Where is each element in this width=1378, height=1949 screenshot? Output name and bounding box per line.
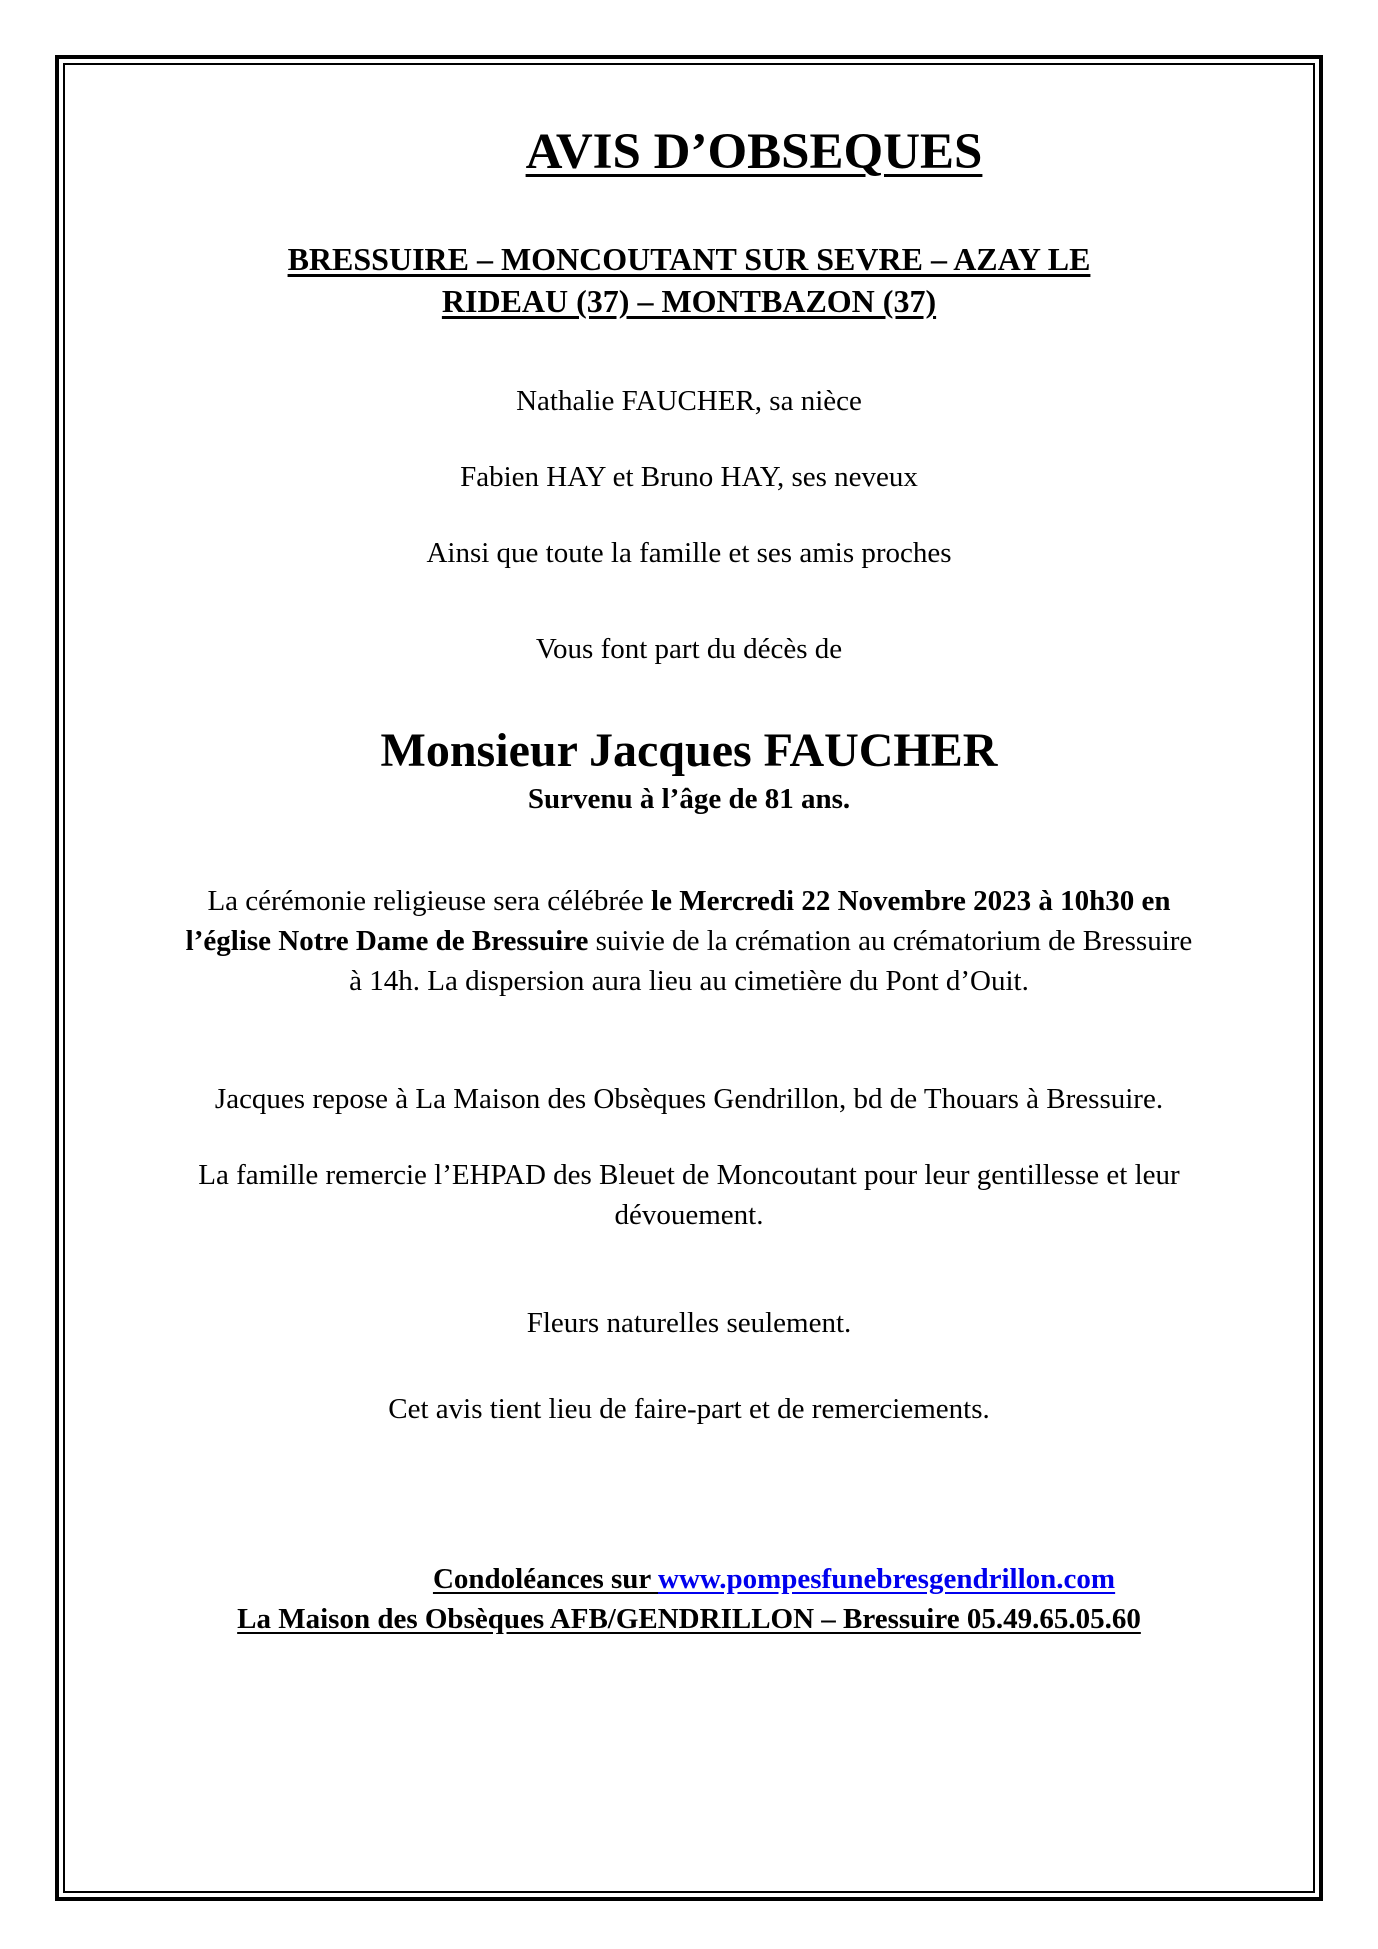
ceremony-line-3: à 14h. La dispersion aura lieu au cimetière du Pont d’Ouit.: [349, 965, 1029, 997]
notice-note: Cet avis tient lieu de faire-part et de remerciements.: [388, 1393, 990, 1425]
family-niece: Nathalie FAUCHER, sa nièce: [516, 385, 862, 417]
locations-line-1: BRESSUIRE – MONCOUTANT SUR SEVRE – AZAY LE: [287, 241, 1091, 277]
funeral-notice: [63, 63, 1315, 1893]
condolences-link[interactable]: www.pompesfunebresgendrillon.com: [658, 1563, 1116, 1595]
ceremony-intro: La cérémonie religieuse sera célébrée: [207, 885, 652, 917]
deceased-age: Survenu à l’âge de 81 ans.: [527, 783, 851, 815]
locations-line-2: RIDEAU (37) – MONTBAZON (37): [441, 283, 937, 319]
ceremony-cremation: suivie de la crémation au crématorium de Bressuire: [588, 925, 1193, 957]
family-others: Ainsi que toute la famille et ses amis proches: [426, 537, 952, 569]
deceased-name: Monsieur Jacques FAUCHER: [380, 724, 998, 777]
rest-place: Jacques repose à La Maison des Obsèques Gendrillon, bd de Thouars à Bressuire.: [214, 1083, 1164, 1115]
thanks-line-1: La famille remercie l’EHPAD des Bleuet de Moncoutant pour leur gentillesse et leur: [198, 1159, 1180, 1191]
announcement-intro: Vous font part du décès de: [535, 633, 843, 665]
condolences-line: [63, 1563, 1315, 1596]
ceremony-place: l’église Notre Dame de Bressuire: [185, 925, 589, 957]
family-nephews: Fabien HAY et Bruno HAY, ses neveux: [460, 461, 918, 493]
ceremony-line-2: [63, 925, 1315, 958]
ceremony-date-time: le Mercredi 22 Novembre 2023 à 10h30 en: [651, 885, 1171, 917]
flowers-note: Fleurs naturelles seulement.: [526, 1307, 852, 1339]
thanks-line-2: dévouement.: [614, 1199, 764, 1231]
notice-title: AVIS D’OBSEQUES: [525, 124, 983, 180]
funeral-home-line: La Maison des Obsèques AFB/GENDRILLON – Bressuire 05.49.65.05.60: [237, 1603, 1141, 1635]
condolences-label: Condoléances sur: [432, 1563, 658, 1595]
ceremony-line-1: [63, 885, 1315, 918]
